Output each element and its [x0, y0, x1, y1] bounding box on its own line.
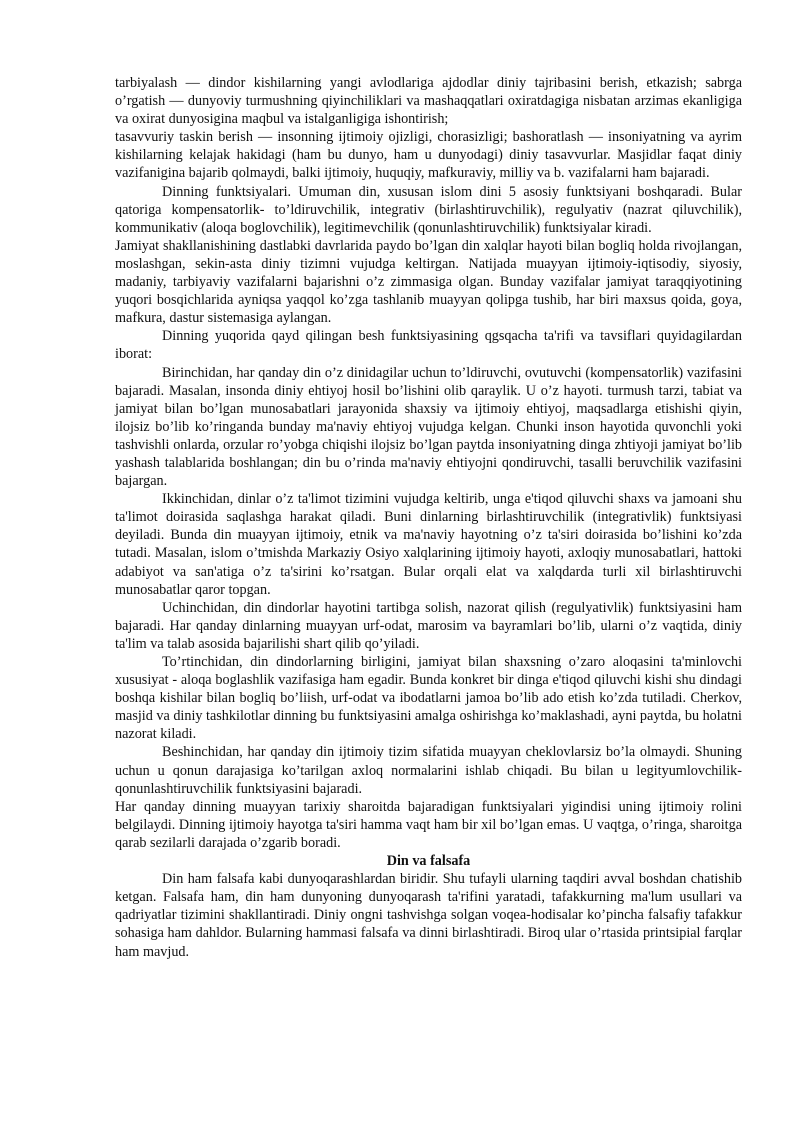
paragraph: Birinchidan, har qanday din o’z dinidagilar uchun to’ldiruvchi, ovutuvchi (kompensatorlik) vazifasini bajaradi. Masalan, insonda diniy ehtiyoj hosil bo’lishini olib qaraylik. U o’z hayoti. turmush tarzi, tabiat va jamiyat bilan bo’lgan munosabatlari jarayonida shaxsiy va ijtimoiy ehtiyoj, maqsadlarga etishishi qiyin, ilojsiz bo’lib ko’ringanda bunday ma'naviy ehtiyoj vujudga kelgan. Chunki inson hayotida quvonchli yoki tashvishli onlarda, orzular ro’yobga chiqishi ilojsiz bo’lgan paytda insoniyatning dinga zhtiyoji jamiyat bo’lib yashash talablarida boshlangan; din bu o’rinda ma'naviy ehtiyojni qondiruvchi, tasalli beruvchilik vazifasini bajargan.: [115, 364, 742, 490]
paragraph: tasavvuriy taskin berish — insonning ijtimoiy ojizligi, chorasizligi; bashoratlash — insoniyatning va ayrim kishilarning kelajak hakidagi (ham bu dunyo, ham u dunyodagi) diniy tasavvurlar. Masjidlar faqat diniy vazifanigina bajarib qolmaydi, balki ijtimoiy, huquqiy, mafkuraviy, milliy va b. vazifalarni ham bajaradi.: [115, 129, 742, 182]
paragraph: Beshinchidan, har qanday din ijtimoiy tizim sifatida muayyan cheklovlarsiz bo’la olmaydi. Shuning uchun u qonun darajasiga ko’tarilgan axloq normalarini ishlab chiqadi. Bu bilan u legityumlovchilik-qonunlashtiruvchilik funktsiyasini bajaradi.: [115, 744, 742, 797]
paragraph: Din ham falsafa kabi dunyoqarashlardan biridir. Shu tufayli ularning taqdiri avval boshdan chatishib ketgan. Falsafa ham, din ham dunyoning dunyoqarash ta'rifini yaratadi, tafakkurning ma'lum usullari va qadriyatlar tizimini shakllantiradi. Diniy ongni tashvishga solgan voqea-hodisalar ko’pincha falsafiy tafakkur sohasiga ham dahldor. Bularning hammasi falsafa va dinni birlashtiradi. Biroq ular o’rtasida printsipial farqlar ham mavjud.: [115, 871, 742, 960]
paragraph: tarbiyalash — dindor kishilarning yangi avlodlariga ajdodlar diniy tajribasini berish, etkazish; sabrga o’rgatish — dunyoviy turmushning qiyinchiliklari va mashaqqatlari oxiratdagiga nisbatan arzimas ekanligiga va oxirat dunyosigina maqbul va istalganligiga ishontirish;: [115, 75, 742, 128]
section-heading: Din va falsafa: [386, 853, 471, 870]
paragraph: Jamiyat shakllanishining dastlabki davrlarida paydo bo’lgan din xalqlar hayoti bilan bogliq holda rivojlangan, moslashgan, sekin-asta diniy tizimni vujudga keltirgan. Natijada muayyan ijtimoiy-iqtisodiy, siyosiy, madaniy, tarbiyaviy vazifalarni bajarishni o’z zimmasiga olgan. Bunday vazifalar jamiyat taraqqiyotining yuqori bosqichlarida ayniqsa yaqqol ko’zga tashlanib muayyan qolipga tushib, har biri maxsus qoida, goya, mafkura, dastur sistemasiga aylangan.: [115, 237, 742, 327]
paragraph: Dinning funktsiyalari. Umuman din, xususan islom dini 5 asosiy funktsiyani boshqaradi. Bular qatoriga kompensatorlik- to’ldiruvchilik, integrativ (birlashtiruvchilik), regulyativ (nazrat qiluvchilik), kommunikativ (aloqa boglovchilik), legitimevchilik (qonunlashtiruvchilik) funktsiyalar kiradi.: [115, 183, 742, 236]
paragraph: Ikkinchidan, dinlar o’z ta'limot tizimini vujudga keltirib, unga e'tiqod qiluvchi shaxs va jamoani shu ta'limot doirasida saqlashga harakat qiladi. Buni dinlarning birlashtiruvchilik (integrativlik) funktsiyasi deyiladi. Bunda din muayyan ijtimoiy, etnik va ma'naviy hayotning o’z ta'siri doirasida bo’lishini ko’zda tutadi. Masalan, islom o’tmishda Markaziy Osiyo xalqlarining ijtimoiy hayoti, axloqiy munosabatlari, hattoki adabiyot va san'atiga o’z ta'sirini ko’rsatgan. Bular orqali elat va xalqdarda turli xil birlashtiruvchi munosabatlar qaror topgan.: [115, 491, 742, 598]
section-body: [115, 74, 742, 852]
paragraph: Dinning yuqorida qayd qilingan besh funktsiyasining qgsqacha ta'rifi va tavsiflari quyidagilardan iborat:: [115, 328, 742, 363]
paragraph: Uchinchidan, din dindorlar hayotini tartibga solish, nazorat qilish (regulyativlik) funktsiyasini ham bajaradi. Har qanday dinlarning muayyan urf-odat, marosim va bayramlari bo’lib, ularni o’z vaqtida, diniy ta'lim va talab asosida bajarilishi shart qilib qo’yiladi.: [115, 599, 742, 652]
paragraph: Har qanday dinning muayyan tarixiy sharoitda bajaradigan funktsiyalari yigindisi uning ijtimoiy rolini belgilaydi. Dinning ijtimoiy hayotga ta'siri hamma vaqt ham bir xil bo’lgan emas. U vaqtga, o’ringa, sharoitga qarab sezilarli darajada o’zgarib boradi.: [115, 798, 742, 851]
section-after-heading: [115, 870, 742, 960]
paragraph: To’rtinchidan, din dindorlarning birligini, jamiyat bilan shaxsning o’zaro aloqasini ta'minlovchi xususiyat - aloqa boglashlik vazifasiga ham egadir. Bunda konkret bir dinga e'tiqod qiluvchi kishi shu dindagi boshqa kishilar bilan bogliq bo’liish, urf-odat va ibodatlarni jamoa bo’lib ado etish ko’zda tutiladi. Cherkov, masjid va diniy tashkilotlar dinning bu funktsiyasini amalga oshirishga ko’maklashadi, ayni paytda, bu holatni nazorat kiladi.: [115, 654, 742, 743]
